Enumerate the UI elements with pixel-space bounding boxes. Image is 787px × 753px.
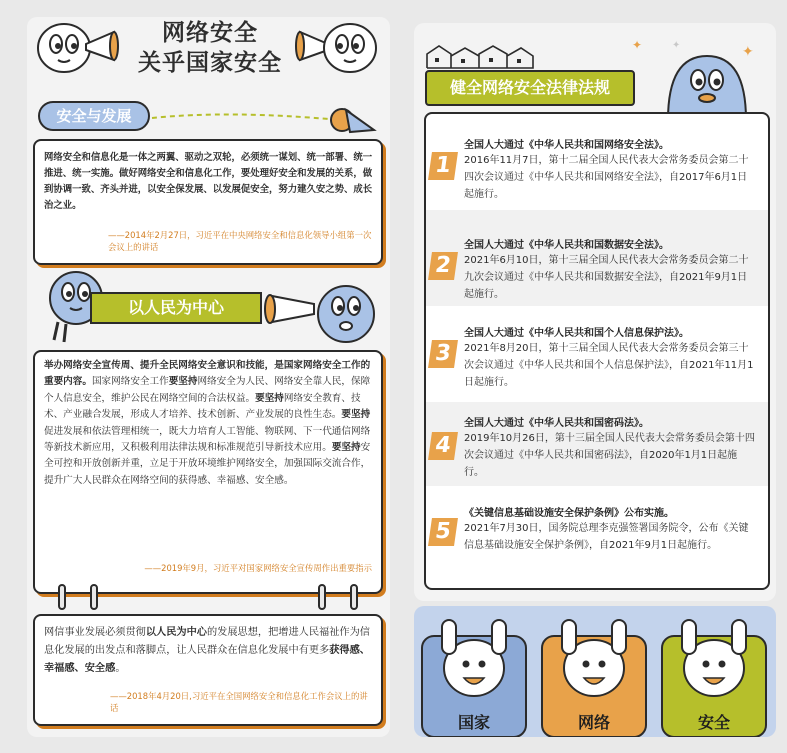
binder-ring <box>58 584 66 610</box>
section2-b2: 要坚持 <box>255 392 284 404</box>
law-description: 2021年6月10日，第十三届全国人民代表大会常务委员会第二十九次会议通过《中华人民共和国数据安全法》，自2021年9月1日起施行。 <box>464 255 749 300</box>
binder-ring <box>350 584 358 610</box>
page-title-line2: 关乎国家安全 <box>138 50 282 76</box>
law-item <box>426 402 768 486</box>
law-title: 全国人大通过《中华人民共和国密码法》。 <box>464 418 649 429</box>
section3-t1: 网信事业发展必须贯彻 <box>44 627 146 638</box>
law-number: 2 <box>428 252 458 280</box>
section3-t2: 的发展思想，把增进人民福祉作为信息化发展的出发点和落脚点，让人民群众在信息化发展中有更多 <box>44 627 370 656</box>
section3-quote: ——2018年4月20日,习近平在全国网络安全和信息化工作会议上的讲话 <box>110 691 368 713</box>
law-description: 2021年7月30日，国务院总理李克强签署国务院令，公布《关键信息基础设施安全保护条例》，自2021年9月1日起施行。 <box>464 523 749 551</box>
law-number: 1 <box>428 152 458 180</box>
houses-icon <box>425 42 535 70</box>
section2-quote: ——2019年9月，习近平对国家网络安全宣传周作出重要指示 <box>144 563 372 573</box>
law-item <box>426 210 768 306</box>
section2-b1: 要坚持 <box>168 376 198 388</box>
bottom-illustration <box>414 606 776 737</box>
law-number: 4 <box>428 432 458 460</box>
law-title: 全国人大通过《中华人民共和国个人信息保护法》。 <box>464 328 689 339</box>
tag-security-development: 安全与发展 <box>38 101 150 131</box>
label-network: 网络 <box>577 713 610 732</box>
section2-text <box>44 358 374 489</box>
sparkle-icon: ✦ <box>742 44 754 60</box>
section2-b4: 要坚持 <box>331 442 361 454</box>
mascot-left-icon <box>34 14 126 76</box>
section2-b3: 要坚持 <box>341 409 371 421</box>
law-item <box>426 310 768 400</box>
law-description: 2019年10月26日，第十三届全国人民代表大会常务委员会第十四次会议通过《中华人民共和国密码法》，自2020年1月1日起施行。 <box>464 433 755 478</box>
binder-ring <box>318 584 326 610</box>
label-country: 国家 <box>457 713 490 732</box>
law-item <box>426 114 768 208</box>
label-security: 安全 <box>697 713 730 732</box>
law-number: 5 <box>428 518 458 546</box>
mascot-right-megaphone-icon <box>258 274 382 354</box>
law-title: 《关键信息基础设施安全保护条例》公布实施。 <box>464 508 674 519</box>
section2-p5: 安全可控和开放创新并重，立足于开放环境维护网络安全，加强国际交流合作，提升广大人民群众在网络空间的获得感、幸福感、安全感。 <box>44 442 371 486</box>
sparkle-icon: ✦ <box>672 40 681 51</box>
law-number: 3 <box>428 340 458 368</box>
section2-lead: 举办网络安全宣传周、提升全民网络安全意识和技能，是国家网络安全工作的重要内容。 <box>44 360 371 388</box>
section2-p3: 网络安全教育、技术、产业融合发展，形成人才培养、技术创新、产业发展的良性生态。 <box>44 392 361 421</box>
section2-p4: 促进发展和依法管理相统一，既大力培育人工智能、物联网、下一代通信网络等新技术新应用，又积极利用法律法规和标准规范引导新技术应用。 <box>44 425 371 454</box>
law-item <box>426 490 768 580</box>
section2-p1: 国家网络安全工作 <box>91 376 169 388</box>
binder-ring <box>90 584 98 610</box>
law-description: 2016年11月7日，第十二届全国人民代表大会常务委员会第二十四次会议通过《中华人民共和国网络安全法》，自2017年6月1日起施行。 <box>464 155 749 200</box>
sparkle-icon: ✦ <box>632 38 643 52</box>
section1-text: 网络安全和信息化是一体之两翼、驱动之双轮，必须统一谋划、统一部署、统一推进、统一实施。做好网络安全和信息化工作，要处理好安全和发展的关系，做到协调一致、齐头并进，以安全保发展、以发展促安全，努力建久安之势、成长治之业。 <box>44 152 373 211</box>
law-description: 2021年8月20日，第十三届全国人民代表大会常务委员会第三十次会议通过《中华人民共和国个人信息保护法》，自2021年11月1日起施行。 <box>464 343 754 388</box>
section3-t3: 。 <box>115 663 126 674</box>
law-title: 全国人大通过《中华人民共和国网络安全法》。 <box>464 140 669 151</box>
laws-card <box>424 112 770 590</box>
section3-text <box>44 624 374 678</box>
page-title-line1: 网络安全 <box>162 20 258 46</box>
section1-quote: ——2014年2月27日，习近平在中央网络安全和信息化领导小组第一次会议上的讲话 <box>108 230 372 252</box>
section3-b2: 获得感、幸福感、安全感 <box>44 645 370 674</box>
tag-people-centered: 以人民为中心 <box>90 292 262 324</box>
law-title: 全国人大通过《中华人民共和国数据安全法》。 <box>464 240 669 251</box>
dashed-line-decoration <box>150 100 380 140</box>
tag-laws: 健全网络安全法律法规 <box>425 70 635 106</box>
section3-b1: 以人民为中心 <box>145 627 207 638</box>
section2-p2: 网络安全为人民、网络安全靠人民，保障个人信息安全，维护公民在网络空间的合法权益。 <box>44 376 371 404</box>
